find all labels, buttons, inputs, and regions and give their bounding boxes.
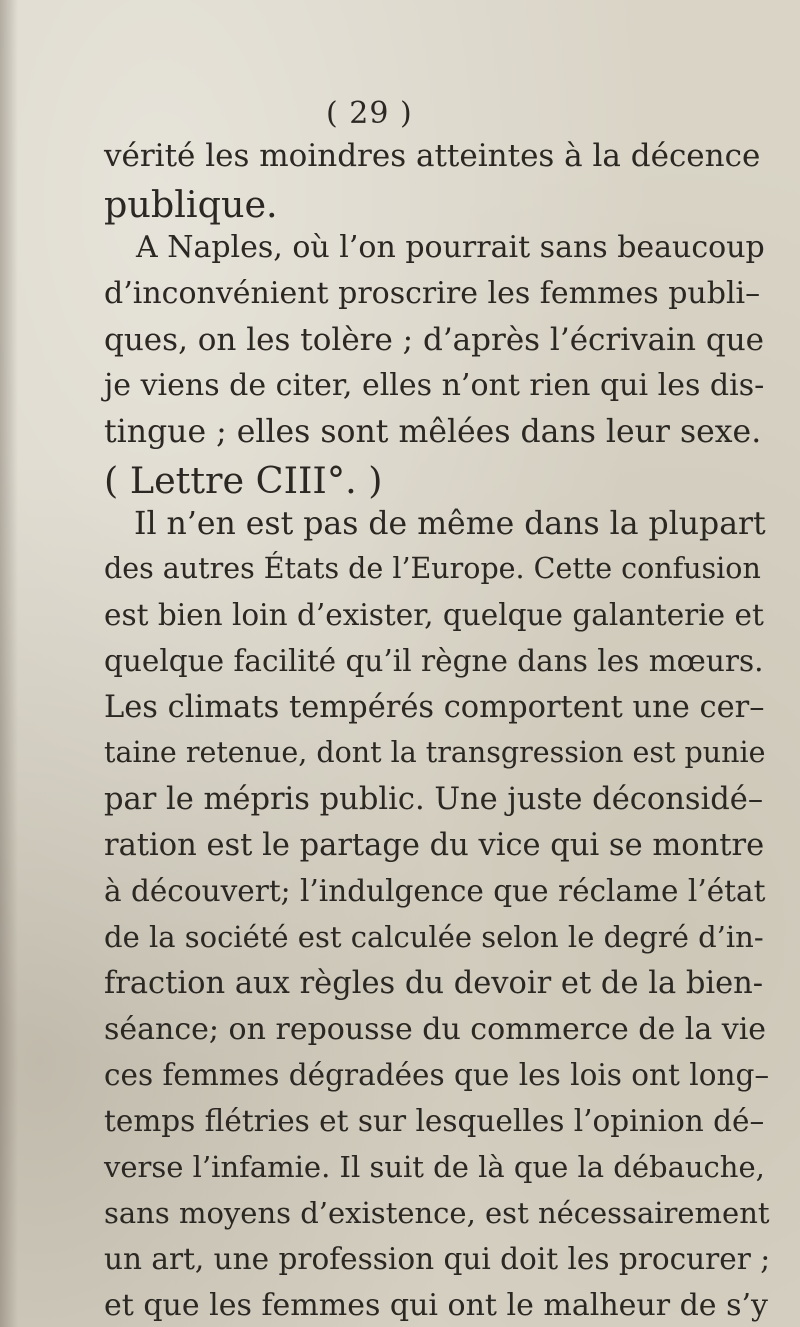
text-line-14: taine retenue, dont la transgression est punie (104, 736, 766, 769)
text-line-1: vérité les moindres atteintes à la décence (104, 138, 761, 174)
text-line-19: fraction aux règles du devoir et de la bien- (104, 966, 764, 1001)
text-line-16: ration est le partage du vice qui se montre (104, 828, 765, 863)
text-line-9: Il n’en est pas de même dans la plupart (134, 506, 766, 542)
text-line-5: ques, on les tolère ; d’après l’écrivain que (104, 322, 765, 358)
page-edge-shadow (0, 0, 18, 1327)
text-line-2: publique. (104, 183, 278, 226)
text-line-10: des autres États de l’Europe. Cette confusion (104, 552, 761, 585)
text-line-13: Les climats tempérés comportent une cer– (104, 690, 765, 725)
text-line-22: temps flétries et sur lesquelles l’opinion dé– (104, 1104, 765, 1138)
text-line-24: sans moyens d’existence, est nécessairement (104, 1196, 770, 1230)
text-line-18: de la société est calculée selon le degré d’in- (104, 920, 764, 954)
text-line-15: par le mépris public. Une juste déconsidé– (104, 782, 764, 817)
text-line-3: A Naples, où l’on pourrait sans beaucoup (136, 230, 765, 265)
text-line-6: je viens de citer, elles n’ont rien qui les dis- (104, 368, 765, 403)
text-line-21: ces femmes dégradées que les lois ont long– (104, 1058, 770, 1092)
text-line-26: et que les femmes qui ont le malheur de s’y (104, 1288, 768, 1323)
text-line-4: d’inconvénient proscrire les femmes publi– (104, 276, 761, 311)
text-line-7: tingue ; elles sont mêlées dans leur sexe. (104, 414, 762, 450)
text-line-8: ( Lettre CIII°. ) (104, 459, 383, 502)
text-line-17: à découvert; l’indulgence que réclame l’état (104, 874, 766, 908)
text-line-12: quelque facilité qu’il règne dans les mœurs. (104, 644, 764, 678)
page-number: ( 29 ) (326, 96, 413, 131)
text-line-11: est bien loin d’exister, quelque galanterie et (104, 598, 764, 632)
text-line-25: un art, une profession qui doit les procurer ; (104, 1242, 771, 1276)
text-line-23: verse l’infamie. Il suit de là que la débauche, (104, 1150, 765, 1184)
text-line-20: séance; on repousse du commerce de la vie (104, 1012, 767, 1047)
